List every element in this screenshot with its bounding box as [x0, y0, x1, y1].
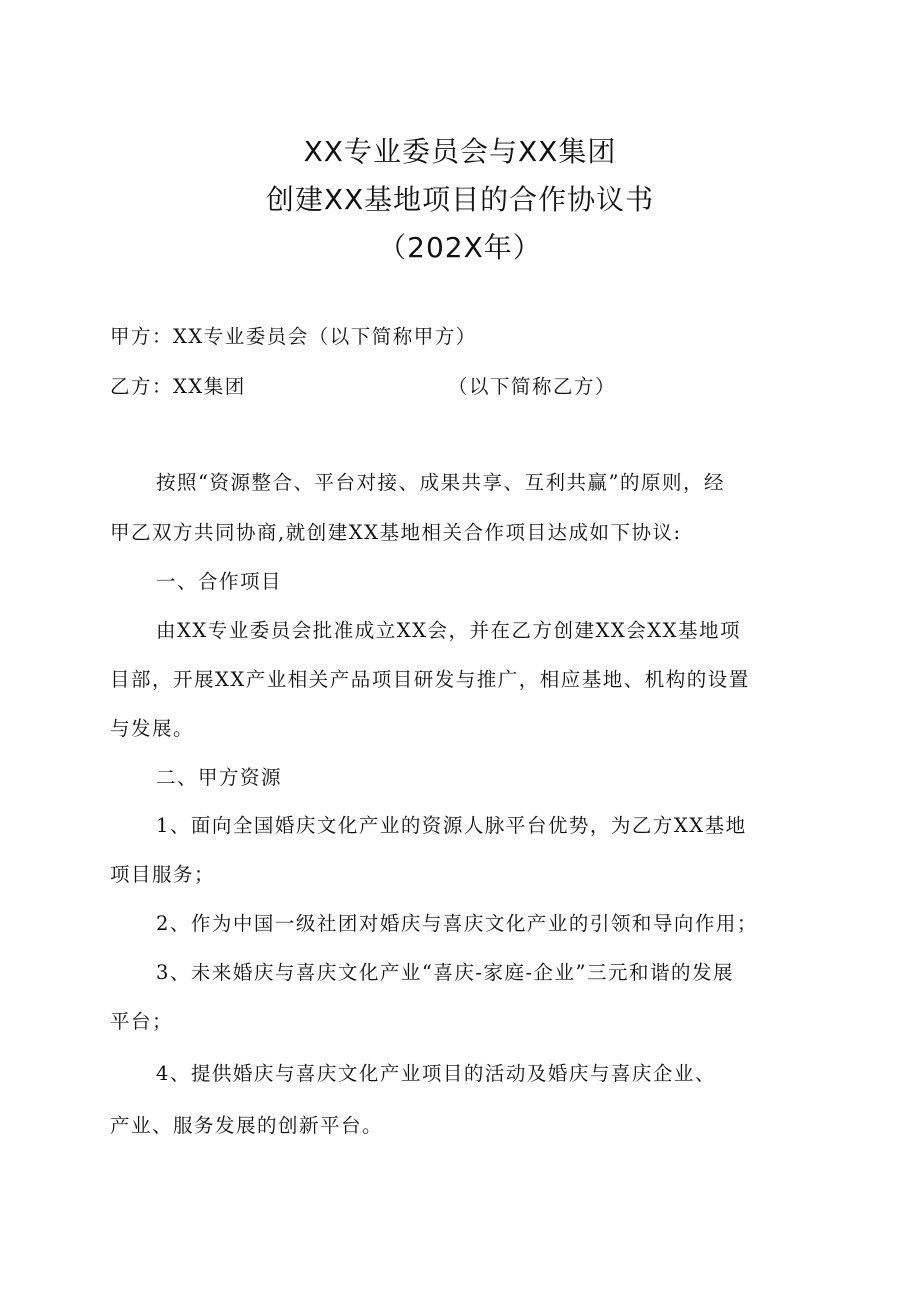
section-1-paragraph-line-2: 目部，开展XX产业相关产品项目研发与推广，相应基地、机构的设置 [110, 668, 750, 691]
document-title-year: （202X年） [378, 231, 542, 264]
list-item-3-line-2: 平台； [110, 1010, 174, 1033]
list-item-1-line-2: 项目服务； [110, 863, 216, 886]
intro-paragraph-line-1: 按照“资源整合、平台对接、成果共享、互利共赢”的原则，经 [156, 471, 725, 494]
section-1-heading: 一、合作项目 [156, 570, 283, 593]
section-1-paragraph-line-3: 与发展。 [110, 717, 195, 740]
list-item-4-line-1: 4、提供婚庆与喜庆文化产业项目的活动及婚庆与喜庆企业、 [156, 1062, 716, 1085]
party-b-name: 乙方：XX集团 [110, 375, 246, 398]
document-title-line-2: 创建XX基地项目的合作协议书 [265, 183, 655, 216]
list-item-4-line-2: 产业、服务发展的创新平台。 [110, 1114, 384, 1137]
section-2-heading: 二、甲方资源 [156, 766, 283, 789]
list-item-2: 2、作为中国一级社团对婚庆与喜庆文化产业的引领和导向作用； [156, 912, 758, 935]
list-item-3-line-1: 3、未来婚庆与喜庆文化产业“喜庆-家庭-企业”三元和谐的发展 [156, 961, 735, 984]
party-a-line: 甲方：XX专业委员会（以下简称甲方） [110, 325, 477, 348]
section-1-paragraph-line-1: 由XX专业委员会批准成立XX会，并在乙方创建XX会XX基地项 [156, 619, 742, 642]
intro-paragraph-line-2: 甲乙双方共同协商,就创建XX基地相关合作项目达成如下协议: [110, 521, 682, 544]
party-b-note: （以下简称乙方） [448, 375, 617, 398]
list-item-1-line-1: 1、面向全国婚庆文化产业的资源人脉平台优势，为乙方XX基地 [156, 814, 747, 837]
document-title-line-1: XX专业委员会与XX集团 [303, 135, 617, 168]
